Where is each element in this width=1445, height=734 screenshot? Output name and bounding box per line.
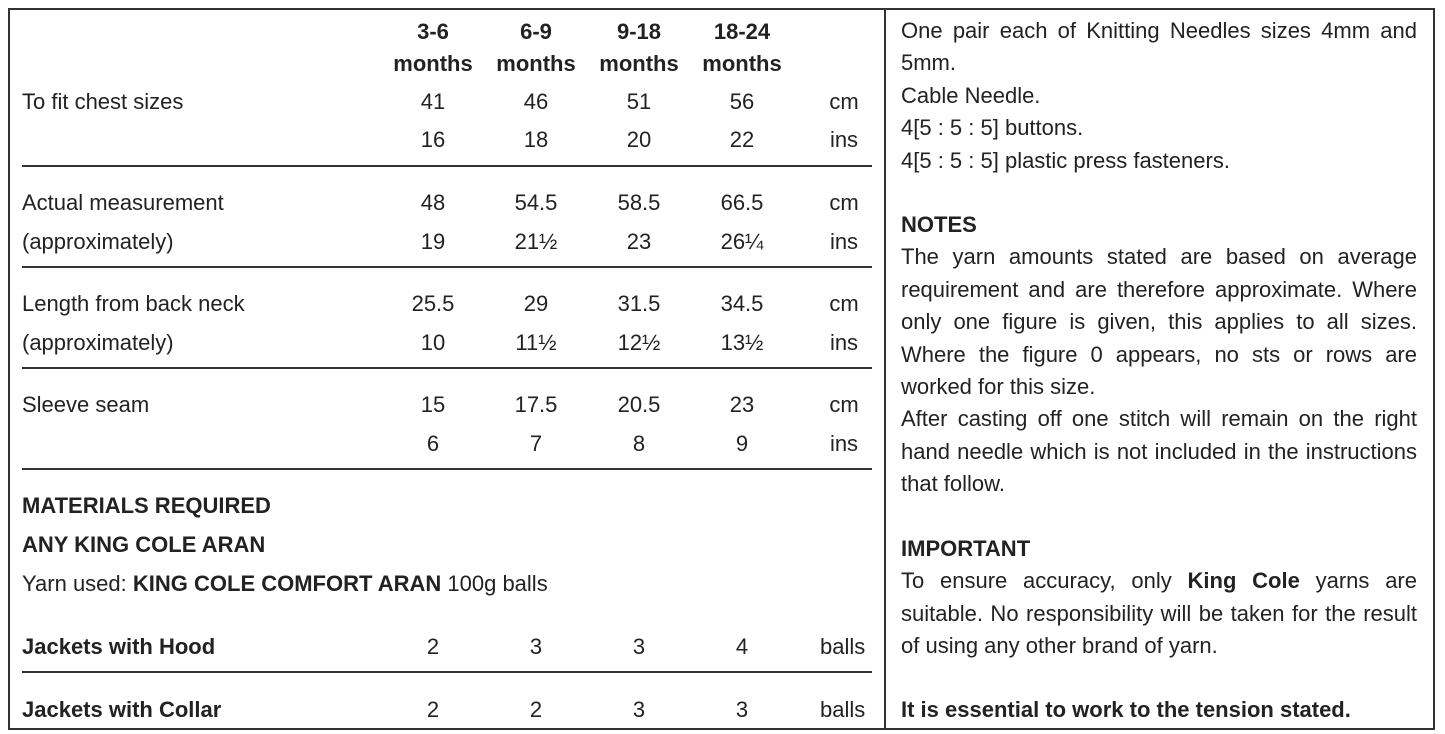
unit-label: cm bbox=[829, 392, 859, 417]
measurement-value: 19 bbox=[420, 229, 446, 254]
unit-label: ins bbox=[829, 127, 859, 152]
hood-jacket-label: Jackets with Hood bbox=[22, 634, 216, 659]
measurement-label: Sleeve seam bbox=[22, 392, 150, 417]
important-brand: King Cole bbox=[1187, 568, 1300, 594]
measurement-value: 29 bbox=[523, 291, 549, 316]
balls-unit: balls bbox=[820, 634, 866, 659]
measurement-value: 66.5 bbox=[720, 190, 764, 215]
measurement-sublabel: (approximately) bbox=[22, 330, 174, 355]
measurement-value: 10 bbox=[420, 330, 446, 355]
measurement-value: 31.5 bbox=[617, 291, 661, 316]
measurement-value: 48 bbox=[420, 190, 446, 215]
balls-value: 3 bbox=[735, 697, 749, 722]
size-header-18-24-range: 18-24 bbox=[713, 19, 771, 44]
balls-value: 4 bbox=[735, 634, 749, 659]
yarn-any: ANY KING COLE ARAN bbox=[22, 532, 266, 557]
measurement-value: 41 bbox=[420, 89, 446, 114]
measurement-value: 15 bbox=[420, 392, 446, 417]
important-prefix: To ensure accuracy, only bbox=[901, 568, 1188, 594]
buttons-text: 4[5 : 5 : 5] buttons. bbox=[901, 115, 1084, 141]
measurement-value: 21½ bbox=[514, 229, 558, 254]
balls-value: 3 bbox=[529, 634, 543, 659]
balls-value: 2 bbox=[426, 697, 440, 722]
row-divider bbox=[22, 367, 872, 369]
measurement-value: 20 bbox=[626, 127, 652, 152]
balls-unit: balls bbox=[820, 697, 866, 722]
size-header-3-6-unit: months bbox=[393, 51, 473, 76]
cable-needle-text: Cable Needle. bbox=[901, 82, 1041, 108]
row-divider bbox=[22, 468, 872, 470]
notes-heading: NOTES bbox=[901, 212, 977, 238]
unit-label: cm bbox=[829, 89, 859, 114]
unit-label: cm bbox=[829, 190, 859, 215]
spacer bbox=[901, 177, 1417, 209]
measurement-value: 22 bbox=[729, 127, 755, 152]
measurement-value: 17.5 bbox=[514, 392, 558, 417]
row-divider bbox=[22, 165, 872, 167]
right-column bbox=[901, 15, 1417, 727]
balls-value: 2 bbox=[426, 634, 440, 659]
size-header-3-6-range: 3-6 bbox=[417, 19, 449, 44]
collar-jacket-label: Jackets with Collar bbox=[22, 697, 222, 722]
measurement-value: 34.5 bbox=[720, 291, 764, 316]
spacer bbox=[901, 501, 1417, 533]
balls-value: 2 bbox=[529, 697, 543, 722]
measurement-value: 9 bbox=[735, 431, 749, 456]
measurement-label: Actual measurement bbox=[22, 190, 224, 215]
measurement-value: 56 bbox=[729, 89, 755, 114]
measurement-value: 18 bbox=[523, 127, 549, 152]
yarn-used-name: KING COLE COMFORT ARAN bbox=[132, 571, 442, 596]
measurement-sublabel: (approximately) bbox=[22, 229, 174, 254]
row-divider bbox=[22, 671, 872, 673]
measurement-value: 13½ bbox=[720, 330, 764, 355]
spacer bbox=[901, 662, 1417, 694]
yarn-used-suffix: 100g balls bbox=[441, 571, 548, 596]
measurement-label: Length from back neck bbox=[22, 291, 245, 316]
important-paragraph bbox=[901, 565, 1417, 662]
measurement-value: 25.5 bbox=[411, 291, 455, 316]
measurement-value: 54.5 bbox=[514, 190, 558, 215]
measurement-value: 58.5 bbox=[617, 190, 661, 215]
size-header-18-24-unit: months bbox=[702, 51, 782, 76]
measurement-value: 11½ bbox=[515, 330, 557, 355]
unit-label: cm bbox=[829, 291, 859, 316]
balls-value: 3 bbox=[632, 634, 646, 659]
measurement-value: 26¼ bbox=[720, 229, 764, 254]
size-header-6-9-unit: months bbox=[496, 51, 576, 76]
important-heading: IMPORTANT bbox=[901, 535, 1031, 561]
tension-note: It is essential to work to the tension stated. bbox=[901, 697, 1351, 723]
column-divider bbox=[884, 8, 886, 730]
notes-paragraph-2: After casting off one stitch will remain on the right hand needle which is not included in the instructions that follow. bbox=[901, 406, 1417, 497]
size-header-9-18-unit: months bbox=[599, 51, 679, 76]
balls-value: 3 bbox=[632, 697, 646, 722]
unit-label: ins bbox=[829, 431, 859, 456]
size-header-6-9-range: 6-9 bbox=[520, 19, 552, 44]
measurement-value: 12½ bbox=[617, 330, 661, 355]
materials-heading: MATERIALS REQUIRED bbox=[22, 493, 271, 518]
measurement-label: To fit chest sizes bbox=[22, 89, 184, 114]
fasteners-text: 4[5 : 5 : 5] plastic press fasteners. bbox=[901, 147, 1230, 173]
measurement-value: 7 bbox=[529, 431, 543, 456]
yarn-used-prefix: Yarn used: bbox=[22, 571, 133, 596]
measurement-value: 23 bbox=[626, 229, 652, 254]
row-divider bbox=[22, 266, 872, 268]
measurement-value: 51 bbox=[626, 89, 652, 114]
unit-label: ins bbox=[829, 330, 859, 355]
size-header-9-18-range: 9-18 bbox=[616, 19, 662, 44]
measurement-value: 20.5 bbox=[617, 392, 661, 417]
measurement-value: 6 bbox=[426, 431, 440, 456]
measurement-value: 23 bbox=[729, 392, 755, 417]
unit-label: ins bbox=[829, 229, 859, 254]
important-suffix: yarns are suitable. No responsibility will be taken for the result of using any other brand of yarn. bbox=[901, 568, 1417, 658]
yarn-used-line bbox=[22, 571, 548, 597]
notes-paragraph-1: The yarn amounts stated are based on average requirement and are therefore approximate. Where only one figure is given, this applies to all sizes. Where the figure 0 appears, no sts or rows are worked for this size. bbox=[901, 244, 1417, 400]
measurement-value: 8 bbox=[632, 431, 646, 456]
measurement-value: 46 bbox=[523, 89, 549, 114]
measurement-value: 16 bbox=[420, 127, 446, 152]
needles-text: One pair each of Knitting Needles sizes 4mm and 5mm. bbox=[901, 18, 1417, 76]
